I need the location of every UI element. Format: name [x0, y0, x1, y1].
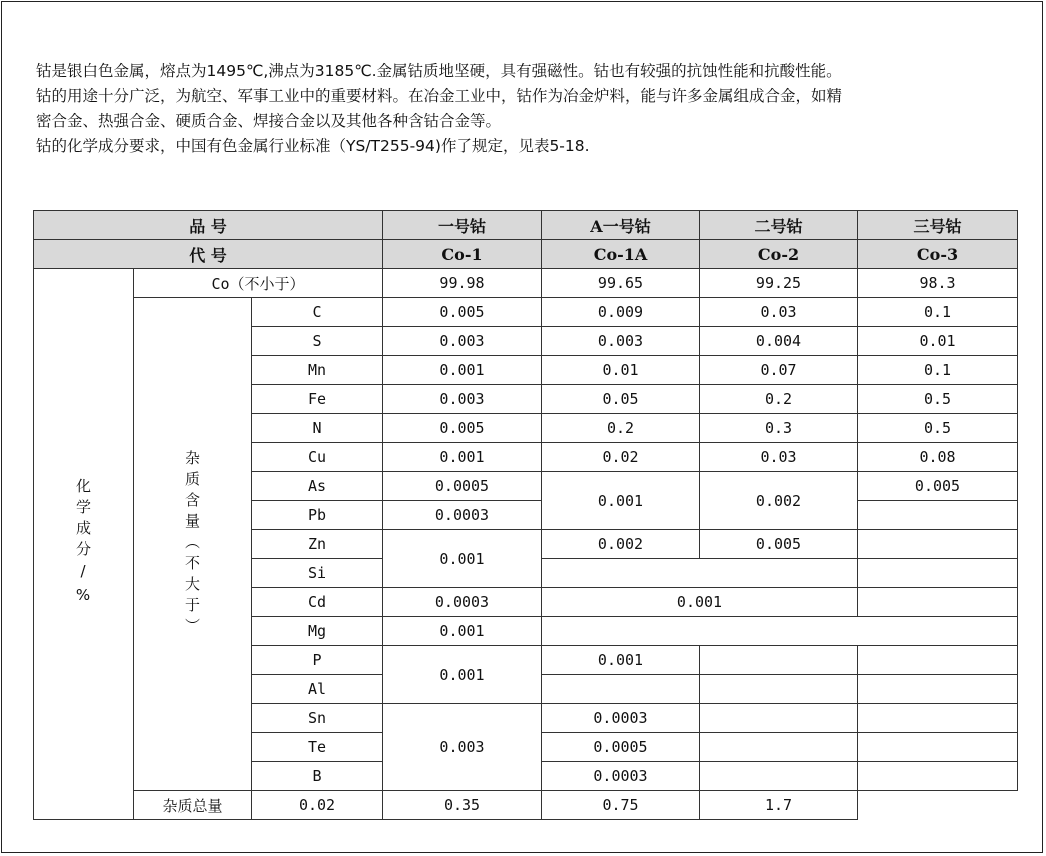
header-grade-co2: 二号钴 — [700, 211, 858, 240]
intro-paragraph-2: 钴的用途十分广泛，为航空、军事工业中的重要材料。在冶金工业中，钴作为冶金炉料，能与许多金属组成合金，如精 — [36, 87, 843, 105]
table-cell: 0.5 — [858, 414, 1018, 443]
header-code-co2: Co-2 — [700, 240, 858, 269]
element-name: Cu — [252, 443, 383, 472]
table-cell-empty — [858, 588, 1018, 617]
header-daihao: 代 号 — [34, 240, 383, 269]
element-name: B — [252, 762, 383, 791]
table-cell: 0.001 — [542, 588, 858, 617]
table-row — [34, 269, 1018, 298]
table-cell: 0.002 — [700, 472, 858, 530]
table-cell: 0.001 — [542, 472, 700, 530]
header-row-code — [34, 240, 1018, 269]
table-cell: 0.0005 — [542, 733, 700, 762]
element-name: Mn — [252, 356, 383, 385]
element-name: Zn — [252, 530, 383, 559]
element-name: Sn — [252, 704, 383, 733]
table-cell: 0.08 — [858, 443, 1018, 472]
table-cell-empty — [858, 646, 1018, 675]
co-label: Co（不小于） — [134, 269, 383, 298]
table-cell-empty — [858, 762, 1018, 791]
element-name: C — [252, 298, 383, 327]
table-cell-empty — [858, 530, 1018, 559]
table-cell-empty — [542, 675, 700, 704]
table-cell-empty — [700, 646, 858, 675]
co-value-co1a: 99.65 — [542, 269, 700, 298]
table-cell: 0.0003 — [383, 501, 542, 530]
table-cell: 0.3 — [700, 414, 858, 443]
table-cell-empty — [858, 675, 1018, 704]
table-cell: 0.0003 — [383, 588, 542, 617]
table-cell: 0.01 — [858, 327, 1018, 356]
table-cell: 0.05 — [542, 385, 700, 414]
total-value-co1: 0.02 — [252, 791, 383, 820]
element-name: Te — [252, 733, 383, 762]
total-label: 杂质总量 — [134, 791, 252, 820]
table-cell: 0.0005 — [383, 472, 542, 501]
table-cell: 0.001 — [383, 356, 542, 385]
impurity-label: 杂质含量（不大于） — [134, 298, 252, 791]
table-cell: 0.005 — [383, 414, 542, 443]
table-row — [34, 298, 1018, 327]
table-cell: 0.005 — [858, 472, 1018, 501]
total-value-co2: 0.75 — [542, 791, 700, 820]
table-cell: 0.005 — [700, 530, 858, 559]
table-cell: 0.03 — [700, 443, 858, 472]
table-cell: 0.001 — [542, 646, 700, 675]
element-name: S — [252, 327, 383, 356]
group-label-chemical-composition: 化学成分/% — [34, 269, 134, 820]
table-cell: 0.1 — [858, 356, 1018, 385]
element-name: N — [252, 414, 383, 443]
table-cell: 0.005 — [383, 298, 542, 327]
header-code-co1a: Co-1A — [542, 240, 700, 269]
table-cell-empty — [858, 733, 1018, 762]
element-name: Pb — [252, 501, 383, 530]
table-cell: 0.009 — [542, 298, 700, 327]
element-name: As — [252, 472, 383, 501]
header-grade-co3: 三号钴 — [858, 211, 1018, 240]
element-name: Si — [252, 559, 383, 588]
table-cell-empty — [700, 762, 858, 791]
intro-paragraph-3: 钴的化学成分要求，中国有色金属行业标准（YS/T255-94)作了规定，见表5-18. — [36, 137, 590, 155]
header-code-co1: Co-1 — [383, 240, 542, 269]
table-cell: 0.02 — [542, 443, 700, 472]
table-cell: 0.004 — [700, 327, 858, 356]
header-grade-co1a: A一号钴 — [542, 211, 700, 240]
co-value-co1: 99.98 — [383, 269, 542, 298]
table-cell: 0.001 — [383, 443, 542, 472]
table-cell: 0.2 — [700, 385, 858, 414]
element-name: Fe — [252, 385, 383, 414]
table-cell-empty — [858, 501, 1018, 530]
total-value-co3: 1.7 — [700, 791, 858, 820]
element-name: Al — [252, 675, 383, 704]
table-cell: 0.01 — [542, 356, 700, 385]
cobalt-spec-table — [33, 210, 1018, 820]
table-cell-empty — [858, 559, 1018, 588]
total-value-co1a: 0.35 — [383, 791, 542, 820]
table-cell: 0.07 — [700, 356, 858, 385]
table-cell: 0.001 — [383, 646, 542, 704]
header-pinhao: 品 号 — [34, 211, 383, 240]
table-cell: 0.003 — [383, 385, 542, 414]
table-cell-empty — [700, 675, 858, 704]
table-cell: 0.5 — [858, 385, 1018, 414]
header-grade-co1: 一号钴 — [383, 211, 542, 240]
table-cell: 0.002 — [542, 530, 700, 559]
table-cell-empty — [700, 733, 858, 762]
element-name: Mg — [252, 617, 383, 646]
document-frame — [1, 1, 1043, 853]
co-value-co2: 99.25 — [700, 269, 858, 298]
intro-paragraph-2-cont: 密合金、热强合金、硬质合金、焊接合金以及其他各种含钴合金等。 — [36, 112, 502, 130]
table-cell: 0.003 — [542, 327, 700, 356]
table-cell: 0.0003 — [542, 704, 700, 733]
table-cell: 0.2 — [542, 414, 700, 443]
table-cell: 0.001 — [383, 530, 542, 588]
table-cell: 0.03 — [700, 298, 858, 327]
element-name: P — [252, 646, 383, 675]
header-code-co3: Co-3 — [858, 240, 1018, 269]
co-value-co3: 98.3 — [858, 269, 1018, 298]
table-row — [34, 791, 1018, 820]
table-cell-empty — [700, 704, 858, 733]
intro-text — [36, 59, 1026, 159]
intro-paragraph-1: 钴是银白色金属，熔点为1495℃,沸点为3185℃.金属钴质地坚硬，具有强磁性。钴也有较强的抗蚀性能和抗酸性能。 — [36, 62, 842, 80]
table-cell: 0.1 — [858, 298, 1018, 327]
table-cell: 0.003 — [383, 704, 542, 791]
header-row-grade — [34, 211, 1018, 240]
table-cell: 0.003 — [383, 327, 542, 356]
table-cell: 0.0003 — [542, 762, 700, 791]
table-cell: 0.001 — [383, 617, 542, 646]
table-cell-empty — [542, 559, 858, 588]
table-cell-empty — [542, 617, 1018, 646]
table-cell-empty — [858, 704, 1018, 733]
element-name: Cd — [252, 588, 383, 617]
